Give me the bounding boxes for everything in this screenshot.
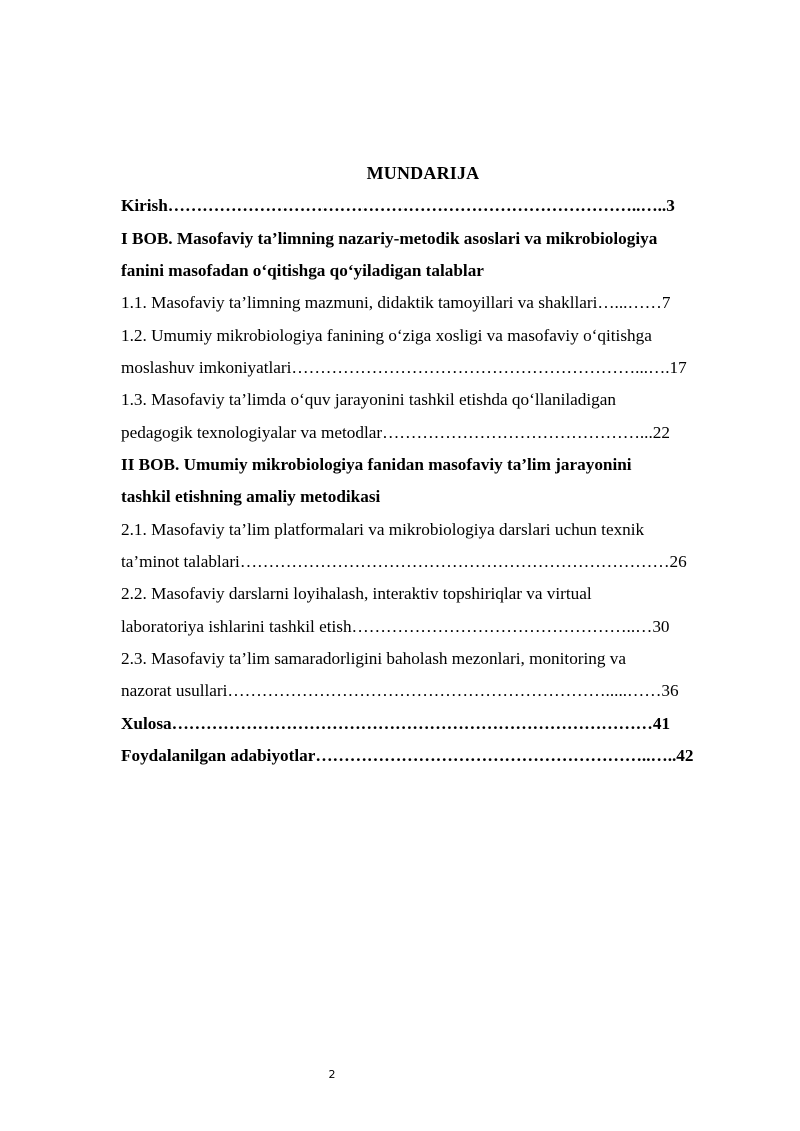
- toc-entry-1-2-line-1: 1.2. Umumiy mikrobiologiya fanining o‘ziga xosligi va masofaviy o‘qitishga: [121, 326, 652, 345]
- toc-entry-2-2-line-2: laboratoriya ishlarini tashkil etish…………………………………………..…30: [121, 617, 670, 636]
- toc-entry-2-1-line-2: ta’minot talablari…………………………………………………………………26: [121, 552, 687, 571]
- toc-chapter-2-line-2: tashkil etishning amaliy metodikasi: [121, 487, 381, 506]
- page-number: 2: [328, 1068, 336, 1081]
- page-title: MUNDARIJA: [366, 163, 480, 183]
- toc-chapter-2-line-1: II BOB. Umumiy mikrobiologiya fanidan masofaviy ta’lim jarayonini: [121, 455, 632, 474]
- toc-chapter-1-line-1: I BOB. Masofaviy ta’limning nazariy-metodik asoslari va mikrobiologiya: [121, 229, 658, 248]
- toc-entry-1-3-line-1: 1.3. Masofaviy ta’limda o‘quv jarayonini tashkil etishda qo‘llaniladigan: [121, 390, 616, 409]
- toc-entry-1-1: 1.1. Masofaviy ta’limning mazmuni, didaktik tamoyillari va shakllari…...……7: [121, 293, 671, 312]
- toc-entry-2-2-line-1: 2.2. Masofaviy darslarni loyihalash, interaktiv topshiriqlar va virtual: [121, 584, 592, 603]
- toc-entry-2-3-line-1: 2.3. Masofaviy ta’lim samaradorligini baholash mezonlari, monitoring va: [121, 649, 627, 668]
- toc-entry-1-3-line-2: pedagogik texnologiyalar va metodlar………………………………………...22: [121, 423, 670, 442]
- toc-entry-kirish: Kirish………………………………………………………………………..…..3: [121, 196, 675, 215]
- toc-entry-2-1-line-1: 2.1. Masofaviy ta’lim platformalari va mikrobiologiya darslari uchun texnik: [121, 520, 645, 539]
- toc-chapter-1-line-2: fanini masofadan o‘qitishga qo‘yiladigan talablar: [121, 261, 484, 280]
- toc-entry-adabiyotlar: Foydalanilgan adabiyotlar…………………………………………………..…..42: [121, 746, 694, 765]
- toc-entry-xulosa: Xulosa…………………………………………………………………………41: [121, 714, 671, 733]
- toc-entry-2-3-line-2: nazorat usullari………………………………………………………….....……36: [121, 681, 679, 700]
- toc-entry-1-2-line-2: moslashuv imkoniyatlari……………………………………………………...….17: [121, 358, 687, 377]
